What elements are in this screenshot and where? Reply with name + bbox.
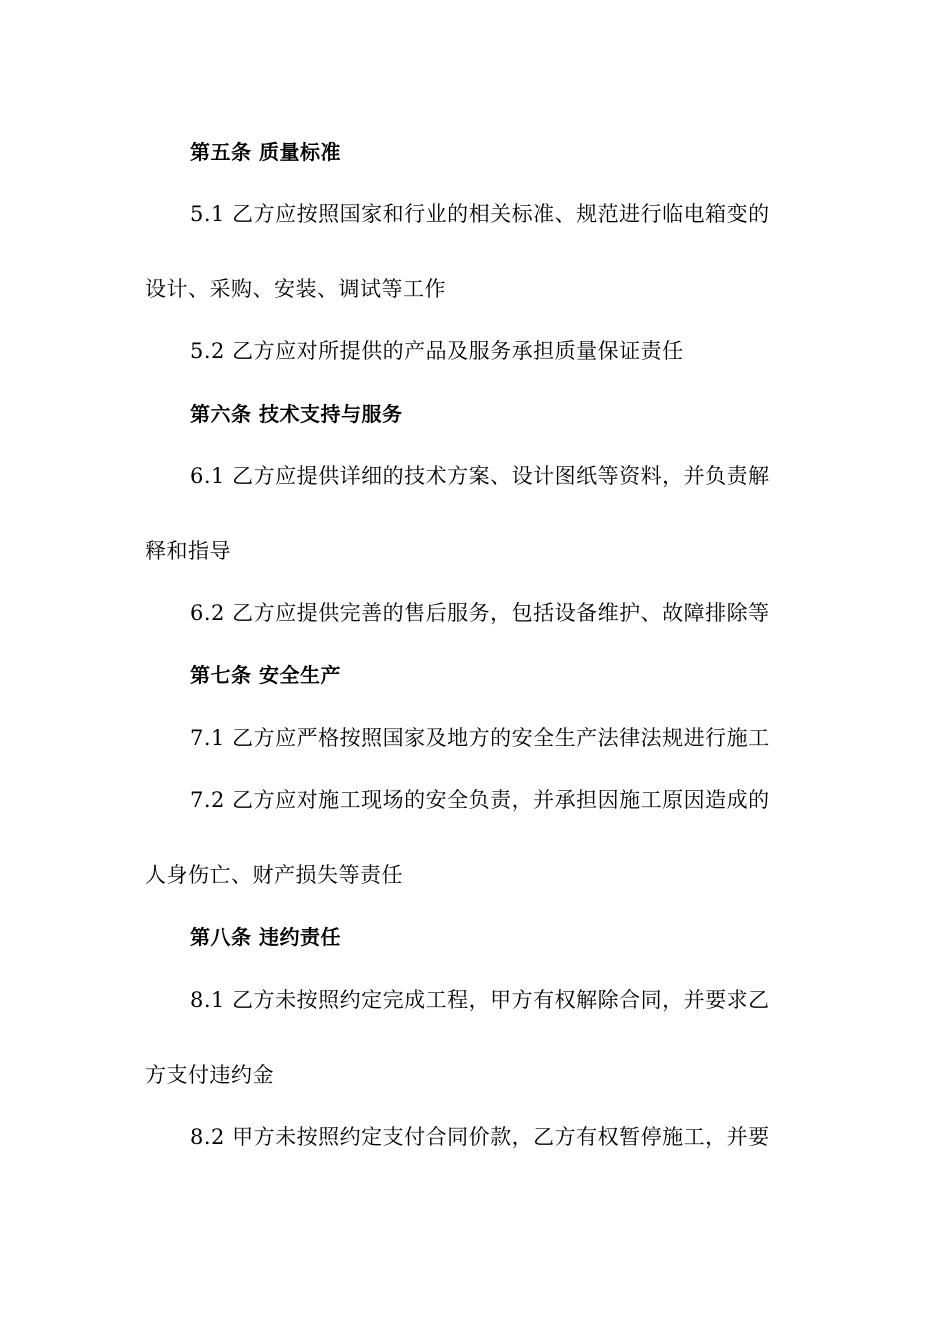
clause-6-1-line-1: 6.1 乙方应提供详细的技术方案、设计图纸等资料，并负责解 [190, 464, 770, 488]
clause-8-1-line-2: 方支付违约金 [145, 1063, 274, 1087]
clause-8-2-line-1: 8.2 甲方未按照约定支付合同价款，乙方有权暂停施工，并要 [190, 1125, 770, 1149]
section-heading-6: 第六条 技术支持与服务 [190, 402, 403, 426]
clause-5-1-line-2: 设计、采购、安装、调试等工作 [145, 277, 446, 301]
clause-6-1-line-2: 释和指导 [145, 539, 231, 563]
clause-7-2-line-1: 7.2 乙方应对施工现场的安全负责，并承担因施工原因造成的 [190, 788, 770, 812]
section-heading-7: 第七条 安全生产 [190, 663, 341, 687]
clause-5-1-line-1: 5.1 乙方应按照国家和行业的相关标准、规范进行临电箱变的 [190, 202, 770, 226]
clause-7-2-line-2: 人身伤亡、财产损失等责任 [145, 863, 403, 887]
clause-7-1: 7.1 乙方应严格按照国家及地方的安全生产法律法规进行施工 [190, 726, 770, 750]
section-heading-8: 第八条 违约责任 [190, 925, 341, 949]
clause-8-1-line-1: 8.1 乙方未按照约定完成工程，甲方有权解除合同，并要求乙 [190, 988, 770, 1012]
clause-6-2: 6.2 乙方应提供完善的售后服务，包括设备维护、故障排除等 [190, 601, 770, 625]
section-heading-5: 第五条 质量标准 [190, 140, 341, 164]
clause-5-2: 5.2 乙方应对所提供的产品及服务承担质量保证责任 [190, 339, 684, 363]
